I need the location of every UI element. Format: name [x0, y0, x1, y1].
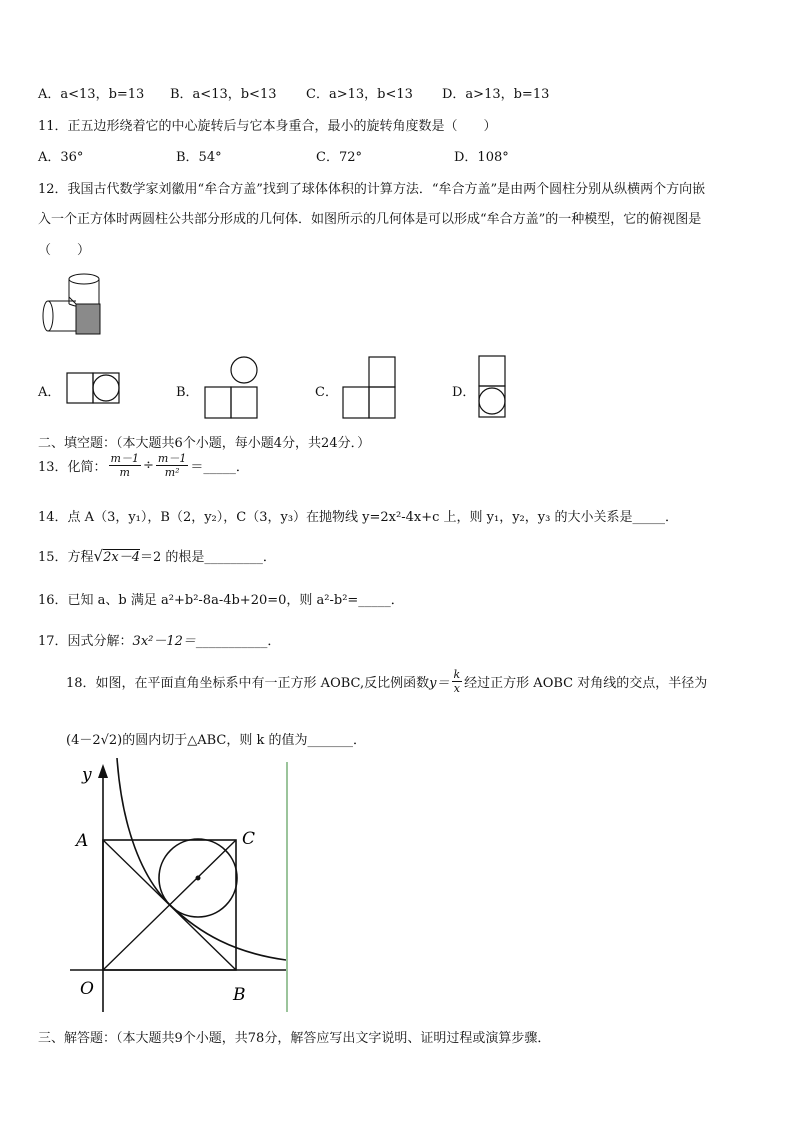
q15-prefix: 15．方程 [38, 550, 94, 565]
q10-options [38, 83, 549, 102]
section2-heading: 二、填空题：（本大题共6个小题，每小题4分，共24分．） [38, 436, 371, 451]
q17-blank: ___________． [195, 634, 281, 649]
label-b: B [233, 985, 246, 1005]
q18-coordinate-figure [70, 758, 310, 1016]
q11-options [38, 146, 509, 165]
q12-option-d-label: D． [452, 385, 476, 400]
sqrt-sign-icon: √ [93, 547, 104, 565]
q14: 14．点 A（3，y₁），B（2，y₂），C（3，y₃）在抛物线 y=2x²-4x+c 上，则 y₁，y₂，y₃ 的大小关系是_____． [38, 510, 678, 525]
q12-option-a-label: A． [38, 385, 61, 400]
q10-option-a: A．a<13，b=13 [38, 87, 145, 102]
q11-stem: 11．正五边形绕着它的中心旋转后与它本身重合，最小的旋转角度数是（ ） [38, 119, 497, 134]
q17-expression: 3x²－12＝ [132, 634, 196, 649]
q13-fraction-2 [156, 452, 188, 479]
q18-line1-suffix: 经过正方形 AOBC 对角线的交点，半径为 [464, 676, 708, 691]
label-o: O [80, 979, 94, 999]
q13-frac1-denominator: m [119, 466, 130, 479]
q13-frac1-numerator: m－1 [110, 452, 139, 465]
q18-function-lhs: y＝ [429, 676, 450, 691]
q15-suffix: ＝2 的根是_________． [139, 550, 276, 565]
label-y: y [82, 765, 92, 785]
q11-option-c: C．72° [316, 150, 362, 165]
q18-func-numerator: k [453, 668, 461, 681]
q12-option-c-label: C． [315, 385, 338, 400]
q10-option-d: D．a>13，b=13 [442, 87, 550, 102]
q12-line1: 12．我国古代数学家刘徽用“牟合方盖”找到了球体体积的计算方法．“牟合方盖”是由两个圆柱分别从纵横两个方向嵌 [38, 182, 706, 197]
q13-frac2-numerator: m－1 [157, 452, 187, 465]
q11-option-a: A．36° [38, 150, 84, 165]
q12-option-a-figure [66, 372, 122, 404]
q12-line3: （ ） [38, 243, 91, 258]
circle-center-point [196, 876, 201, 881]
q12-model-figure [40, 270, 110, 340]
q15 [38, 546, 276, 565]
hyperbola-curve [117, 758, 286, 960]
q13-fraction-1 [109, 452, 141, 479]
q12-option-b-figure [204, 356, 260, 420]
q15-radicand: 2x－4 [103, 550, 140, 565]
q17-prefix: 17．因式分解： [38, 634, 133, 649]
section3-heading: 三、解答题：（本大题共9个小题，共78分，解答应写出文字说明、证明过程或演算步骤． [38, 1031, 551, 1046]
q11-option-d: D．108° [454, 150, 509, 165]
q12-option-c-figure [342, 356, 398, 420]
q13-frac2-denominator: m² [164, 466, 180, 479]
q11-option-b: B．54° [176, 150, 222, 165]
label-c: C [242, 829, 256, 849]
q16: 16．已知 a、b 满足 a²+b²-8a-4b+20=0，则 a²-b²=_____． [38, 593, 404, 608]
label-a: A [76, 831, 89, 851]
q18-func-denominator: x [453, 682, 460, 695]
q12-line2: 入一个正方体时两圆柱公共部分形成的几何体．如图所示的几何体是可以形成“牟合方盖”的一种模型，它的俯视图是 [38, 212, 702, 227]
q18-function-fraction [452, 668, 463, 695]
q10-option-b: B．a<13，b<13 [170, 87, 277, 102]
q12-option-b-label: B． [176, 385, 199, 400]
q13-divide-sign: ÷ [142, 458, 154, 473]
q10-option-c: C．a>13，b<13 [306, 87, 413, 102]
q12-option-d-figure [478, 355, 508, 419]
q13-suffix: ＝_____． [190, 460, 249, 475]
y-axis-arrow-icon [98, 764, 108, 778]
q18-line2: (4－2√2)的圆内切于△ABC，则 k 的值为_______． [66, 733, 367, 748]
q13-prefix: 13．化简： [38, 460, 107, 475]
q18-line1-prefix: 18．如图，在平面直角坐标系中有一正方形 AOBC,反比例函数 [66, 676, 430, 691]
q17 [38, 630, 280, 649]
q18-line1 [66, 668, 707, 695]
q13 [38, 452, 249, 479]
